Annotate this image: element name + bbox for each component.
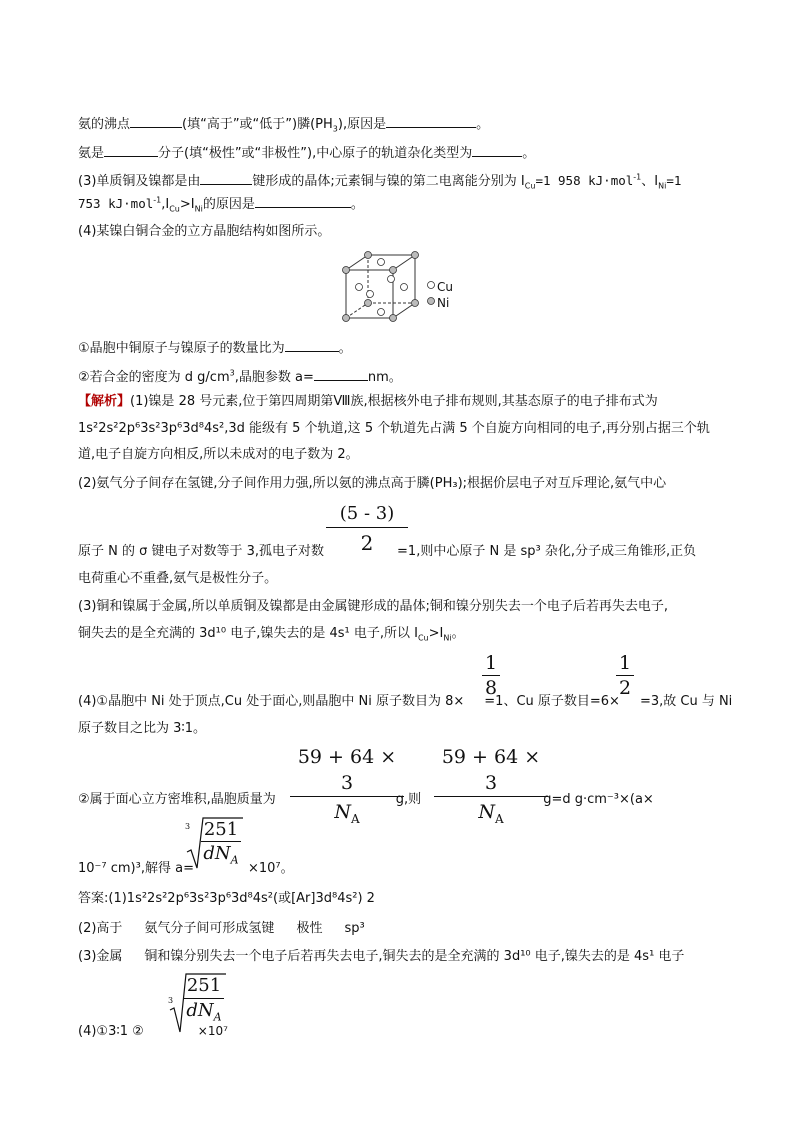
fraction-cell-mass-1: 59 + 64 × 3 $N_A$ [290,744,404,827]
analysis-line-3: 道,电子自旋方向相反,所以未成对的电子数为 2。 [78,447,359,462]
analysis-line-2: 1s²2s²2p⁶3s²3p⁶3d⁸4s²,3d 能级有 5 个轨道,这 5 个轨道先占满 5 个自旋方向相同的电子,再分别占据三个轨 [78,421,710,436]
answer-blank[interactable] [386,114,476,128]
answer-blank[interactable] [200,171,252,185]
answer-blank[interactable] [104,143,158,157]
legend-cu: Cu [437,280,453,294]
answer-line-1: 答案:(1)1s²2s²2p⁶3s²3p⁶3d⁸4s²(或[Ar]3d⁸4s²) 2 [78,891,375,906]
root-index: 3 [168,996,174,1005]
root-index: 3 [185,822,191,831]
analysis-line-5: 原子 N 的 σ 键电子对数等于 3,孤电子对数 =1,则中心原子 N 是 sp³ 杂化,分子成三角锥形,正负 [78,544,697,559]
answer-blank[interactable] [314,367,368,381]
fraction-lone-pairs: (5 - 3) 2 [326,501,408,558]
analysis-line-1: 【解析】(1)镍是 28 号元素,位于第四周期第Ⅷ族,根据核外电子排布规则,其基态原子的电子排布式为 [78,394,658,409]
fraction-root-1: 251 $dN_A$ [201,818,241,866]
question-line-polarity: 氨是 分子(填“极性”或“非极性”),中心原子的轨道杂化类型为 。 [78,143,535,163]
question-ratio: ①晶胞中铜原子与镍原子的数量比为 。 [78,338,352,358]
fraction-cell-mass-2: 59 + 64 × 3 $N_A$ [434,744,548,827]
answer-blank[interactable] [255,194,351,208]
analysis-line-9: (4)①晶胞中 Ni 处于顶点,Cu 处于面心,则晶胞中 Ni 原子数目为 8× =1、Cu 原子数目=6× =3,故 Cu 与 Ni [78,694,733,709]
legend-ni: Ni [437,296,450,310]
analysis-tag: 【解析】 [78,394,131,409]
analysis-line-8: 铜失去的是全充满的 3d¹⁰ 电子,镍失去的是 4s¹ 电子,所以 $I_{Cu}>I_{Ni}$。 [78,626,465,643]
question-line-3: (3)单质铜及镍都是由 键形成的晶体;元素铜与镍的第二电离能分别为 $I_{Cu}=1$ 958 kJ·mol$^{-1}$、$I_{Ni}=1$ [78,172,682,191]
answer-blank[interactable] [285,338,339,352]
analysis-line-7: (3)铜和镍属于金属,所以单质铜及镍都是由金属键形成的晶体;铜和镍分别失去一个电子后若再失去电子, [78,599,669,614]
question-line-3-cont: 753 $kJ\cdot mol^{-1},I_{Cu}>I_{Ni}$的原因是 。 [78,195,364,214]
answer-line-4: (4)①3∶1 ② ×10⁷ [78,1024,228,1039]
analysis-line-11: ②属于面心立方密堆积,晶胞质量为 g,则 g=d g·cm⁻³×(a× [78,792,654,807]
question-line-4: (4)某镍白铜合金的立方晶胞结构如图所示。 [78,224,331,239]
fraction-root-2: 251 $dN_A$ [184,974,224,1023]
answer-line-2: (2)高于 氨气分子间可形成氢键 极性 sp³ [78,921,365,936]
answer-line-3: (3)金属 铜和镍分别失去一个电子后若再失去电子,铜失去的是全充满的 3d¹⁰ 电子,镍失去的是 4s¹ 电子 [78,949,685,964]
question-line-boiling: 氨的沸点 (填“高于”或“低于”)膦$(PH_3)$,原因是 。 [78,114,489,134]
analysis-line-12: 10⁻⁷ cm)³,解得 a= ×10⁷。 [78,861,294,876]
question-density: ②若合金的密度为 d $g/cm^3$,晶胞参数 a= nm。 [78,368,402,385]
answer-blank[interactable] [472,143,522,157]
analysis-line-4: (2)氨气分子间存在氢键,分子间作用力强,所以氨的沸点高于膦(PH₃);根据价层电子对互斥理论,氨气中心 [78,476,667,491]
fraction-one-half: 1 2 [616,651,634,700]
answer-blank[interactable] [130,114,182,128]
fraction-one-eighth: 1 8 [482,651,500,700]
analysis-line-10: 原子数目之比为 3∶1。 [78,721,207,736]
analysis-line-6: 电荷重心不重叠,氨气是极性分子。 [78,571,278,586]
